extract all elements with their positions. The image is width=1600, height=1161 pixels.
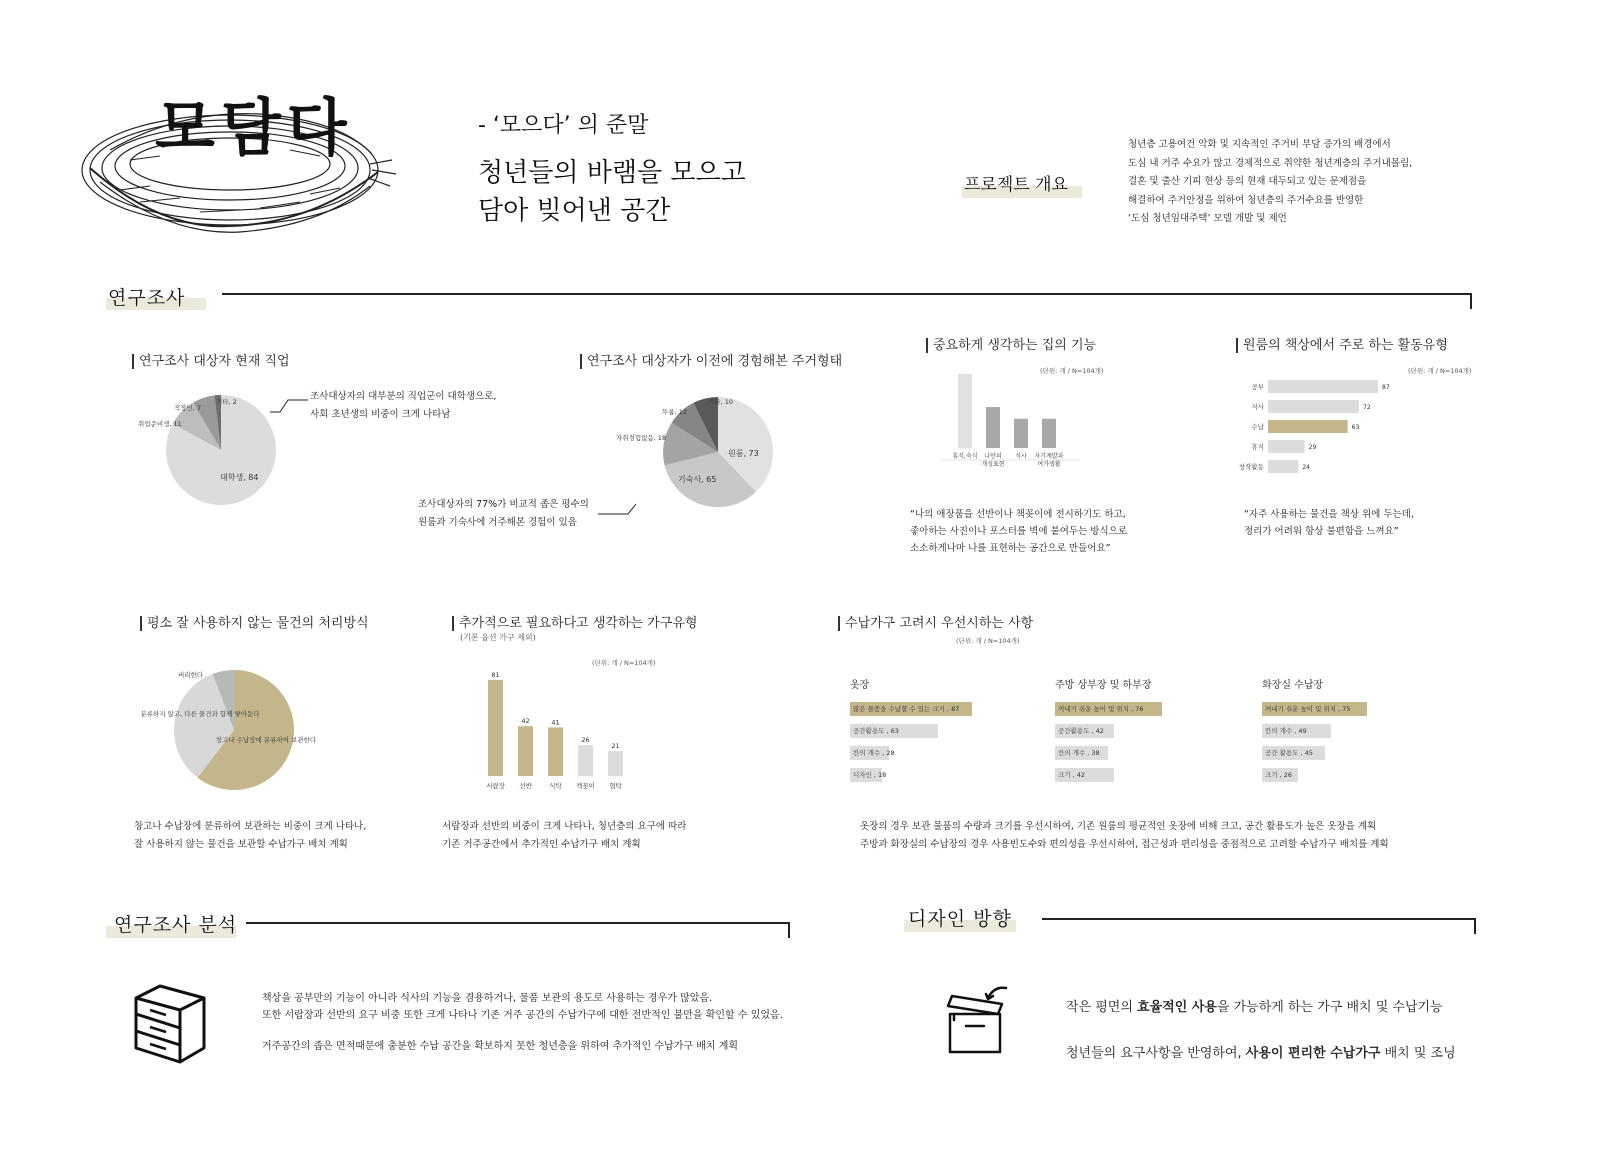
bar-0 (1268, 380, 1378, 393)
overview-label: 프로젝트 개요 (964, 175, 1068, 195)
overview-line: 해결하여 주거안정을 위하여 청년층의 주거수요를 반영한 (1128, 194, 1364, 206)
storage-bar: 꺼내기 쉬운 높이 및 위치 , 76 (1055, 702, 1162, 716)
analysis-line: 또한 서랍장과 선반의 요구 비중 또한 크게 나타나 기존 거주 공간의 수납가구에 대한 전반적인 불만을 확인할 수 있었음. (262, 1010, 783, 1021)
tick-label: 휴식,숙식 (952, 453, 978, 460)
design-divider-end (1474, 918, 1476, 934)
note-line: 주방과 화장실의 수납장의 경우 사용빈도수와 편의성을 우선시하여, 접근성과 편리성을 중점적으로 고려할 수납가구 배치를 계획 (860, 839, 1389, 850)
unit-label: (단위: 개 / N=104개) (1040, 367, 1104, 375)
quote-desk (1244, 506, 1414, 540)
note-leader-occupation (268, 398, 312, 414)
bar-4 (608, 751, 623, 776)
tick-label: 여가생활 (1037, 461, 1061, 468)
research-section-title: 연구조사 (108, 287, 186, 309)
subtitle: - ‘모으다’ 의 준말 (478, 113, 649, 138)
research-divider-end (1470, 293, 1472, 309)
storage-bar: 공간 활용도 , 45 (1262, 746, 1325, 760)
slogan-line-2: 담아 빚어낸 공간 (478, 196, 671, 226)
bar-3 (1042, 419, 1056, 448)
tick-label: 수납 (1251, 423, 1264, 431)
bar-2 (1268, 420, 1348, 433)
data-label: 41 (551, 718, 560, 727)
chart-title-furniture: 추가적으로 필요하다고 생각하는 가구유형 (452, 616, 697, 631)
data-label: 21 (611, 742, 620, 751)
analysis-section-title: 연구조사 분석 (114, 914, 238, 936)
tick-label: 책꽂이 (576, 782, 595, 790)
pie-label-etc: 기타, 2 (216, 398, 237, 406)
label-line: 창고나 수납장에 분류하여 보관한다 (215, 736, 317, 744)
bar-2 (548, 727, 563, 776)
function-bar-chart (940, 370, 1080, 488)
analysis-divider-end (788, 922, 790, 938)
storage-group-title: 주방 상부장 및 하부장 (1055, 680, 1152, 691)
bar-1 (1268, 400, 1359, 413)
page-title: 모담다 (155, 91, 353, 164)
note-occupation (310, 388, 496, 424)
overview-line: ‘도심 청년임대주택’ 모델 개발 및 제언 (1128, 213, 1287, 224)
storage-bar: 꺼내기 쉬운 높이 및 위치 , 75 (1262, 702, 1367, 716)
analysis-line: 책상을 공부만의 기능이 아니라 식사의 기능을 겸용하거나, 물품 보관의 용도로 사용하는 경우가 많았음. (262, 993, 713, 1004)
overview-line: 결혼 및 출산 기피 현상 등의 현재 대두되고 있는 문제점을 (1128, 176, 1367, 187)
note-line: 창고나 수납장에 분류하여 보관하는 비중이 크게 나타나, (134, 821, 367, 832)
tick-label: 나만의 (984, 453, 1002, 460)
disposal-pie (140, 660, 317, 800)
note-line: 기존 거주공간에서 추가적인 수납가구 배치 계획 (442, 839, 641, 850)
quote-line: 정리가 어려워 항상 불편함을 느껴요” (1244, 526, 1399, 537)
note-line: 서랍장과 선반의 비중이 크게 나타나, 청년층의 요구에 따라 (442, 821, 687, 832)
tick-label: 식탁 (549, 782, 562, 790)
note-line: 옷장의 경우 보관 물품의 수량과 크기를 우선시하여, 기존 원룸의 평균적인 옷장에 비해 크고, 공간 활용도가 높은 옷장을 계획 (860, 821, 1377, 832)
design-divider (1042, 918, 1476, 920)
data-label: 42 (521, 717, 530, 726)
note-furniture (442, 818, 686, 854)
quote-line: 소소하게나마 나를 표현하는 공간으로 만들어요” (910, 543, 1111, 554)
dir-text: 청년들의 요구사항을 반영하여, (1066, 1046, 1246, 1061)
note-line: 조사대상자의 77%가 비교적 좁은 평수의 (418, 499, 589, 510)
furniture-bar-chart (478, 671, 648, 802)
dir-text: 작은 평면의 (1066, 1000, 1138, 1015)
quote-line: “나의 애장품을 선반이나 책꽂이에 전시하기도 하고, (910, 509, 1126, 520)
note-line: 잘 사용하지 않는 물건을 보관할 수납가구 배치 계획 (134, 839, 348, 850)
unit-label: (단위: 개 / N=104개) (592, 659, 656, 667)
dir-text: 배치 및 조닝 (1380, 1046, 1456, 1061)
quote-function (910, 506, 1127, 557)
pie-label-employee: 직장인, 7 (174, 404, 202, 412)
data-label: 72 (1363, 404, 1371, 411)
storage-bar: 칸의 개수 , 38 (1055, 746, 1108, 760)
chart-title-function: 중요하게 생각하는 집의 기능 (926, 338, 1096, 353)
design-direction-1 (1066, 996, 1443, 1015)
storage-bar: 크기 , 42 (1055, 768, 1114, 782)
data-label: 63 (1351, 424, 1360, 431)
note-disposal (134, 818, 366, 854)
note-line: 조사대상자의 대부분의 직업군이 대학생으로, (310, 391, 497, 402)
tick-label: 협탁 (609, 782, 622, 790)
data-label: 29 (1308, 444, 1317, 451)
storage-bar: 공간활용도 , 63 (850, 724, 938, 738)
bar-3 (1268, 440, 1305, 453)
bar-1 (986, 407, 1000, 448)
note-line: 사회 초년생의 비중이 크게 나타남 (310, 409, 451, 420)
tick-label: 서랍장 (486, 782, 505, 790)
tick-label: 자기계발과 (1034, 453, 1064, 460)
quote-line: 좋아하는 사진이나 포스터를 벽에 붙여두는 방식으로 (910, 526, 1127, 537)
drawer-cabinet-icon (132, 982, 208, 1064)
tick-label: 식사 (1015, 453, 1027, 460)
chart-title-occupation: 연구조사 대상자 현재 직업 (132, 354, 290, 369)
dir-bold: 효율적인 사용 (1137, 1000, 1217, 1015)
unit-label: (단위: 개 / N=104개) (1408, 367, 1472, 375)
note-storage (860, 818, 1389, 854)
storage-bar: 칸의 개수 , 49 (1262, 724, 1331, 738)
tick-label: 개성표현 (981, 461, 1005, 468)
overview-line: 청년층 고용여건 악화 및 지속적인 주거비 부담 증가의 배경에서 (1128, 139, 1391, 150)
tick-label: 선반 (519, 782, 532, 790)
data-label: 26 (581, 736, 590, 745)
bar-3 (578, 745, 593, 776)
bar-4 (1268, 460, 1298, 473)
pie-label-student: 대학생, 84 (220, 473, 259, 482)
design-direction-2 (1066, 1042, 1456, 1061)
analysis-line: 거주공간의 좁은 면적때문에 충분한 수납 공간을 확보하지 못한 청년층을 위하여 추가적인 수납가구 배치 계획 (262, 1041, 739, 1052)
pie-label-pile: 분류하지 않고, 다른 물건과 함께 쌓아둔다 (140, 710, 260, 718)
tick-label: 식사 (1251, 403, 1264, 411)
quote-line: “자주 사용하는 물건을 책상 위에 두는데, (1244, 509, 1414, 520)
slogan-line-1: 청년들의 바램을 모으고 (478, 158, 746, 188)
storage-bar: 공간활용도 , 42 (1055, 724, 1114, 738)
data-label: 87 (1382, 384, 1390, 391)
pie-label-oneroom: 원룸, 73 (728, 449, 759, 458)
bar-0 (958, 374, 972, 448)
note-line: 원룸과 기숙사에 거주해본 경험이 있음 (418, 517, 577, 528)
dir-bold: 사용이 편리한 수납가구 (1245, 1046, 1381, 1061)
note-housing (418, 496, 589, 532)
research-divider (222, 293, 1472, 295)
chart-title-desk: 원룸의 책상에서 주로 하는 활동유형 (1236, 338, 1448, 353)
tick-label: 창작활동 (1238, 463, 1264, 471)
storage-group-title: 옷장 (850, 680, 870, 691)
design-section-title: 디자인 방향 (908, 908, 1012, 930)
storage-group-title: 화장실 수납장 (1262, 680, 1324, 691)
desk-bar-chart (1210, 376, 1470, 486)
chart-subtitle-furniture: (기본 옵션 가구 제외) (460, 633, 536, 642)
note-leader-housing (598, 502, 640, 516)
tick-label: 휴식 (1251, 443, 1264, 451)
data-label: 24 (1302, 464, 1310, 471)
analysis-divider (246, 922, 790, 924)
data-label: 81 (491, 671, 500, 679)
storage-bar: 많은 물품을 수납할 수 있는 크기 , 87 (850, 702, 972, 716)
storage-bar: 크기 , 26 (1262, 768, 1298, 782)
pie-label-dorm: 기숙사, 65 (678, 475, 717, 484)
storage-bar: 디자인 , 18 (850, 768, 882, 782)
chart-title-storage: 수납가구 고려시 우선시하는 사항 (838, 616, 1033, 631)
bar-1 (518, 726, 533, 776)
pie-label-etc: 기타, 10 (708, 398, 733, 406)
pie-label-jobseeker: 취업준비생, 11 (138, 420, 182, 428)
chart-title-disposal: 평소 잘 사용하지 않는 물건의 처리방식 (140, 616, 369, 631)
pie-label-discard: 버리한다 (178, 671, 204, 679)
pie-label-store (216, 735, 317, 744)
bar-2 (1014, 419, 1028, 448)
overview-line: 도심 내 거주 수요가 많고 경제적으로 취약한 청년계층의 주거내몰림, (1128, 157, 1413, 169)
dir-text: 을 가능하게 하는 가구 배치 및 수납기능 (1216, 1000, 1443, 1015)
chart-title-housing: 연구조사 대상자가 이전에 경험해본 주거형태 (580, 354, 842, 369)
overview-text (1128, 136, 1412, 229)
tick-label: 공부 (1251, 383, 1264, 391)
unit-label: (단위: 개 / N=104개) (956, 637, 1020, 645)
bar-0 (488, 680, 503, 776)
storage-bar: 칸의 개수 , 28 (850, 746, 889, 760)
pie-label-tworoom: 투룸, 12 (662, 408, 687, 416)
pie-label-noexp: 자취경험없음, 18 (616, 434, 667, 442)
analysis-text (262, 990, 783, 1055)
storage-box-icon (944, 984, 1014, 1056)
